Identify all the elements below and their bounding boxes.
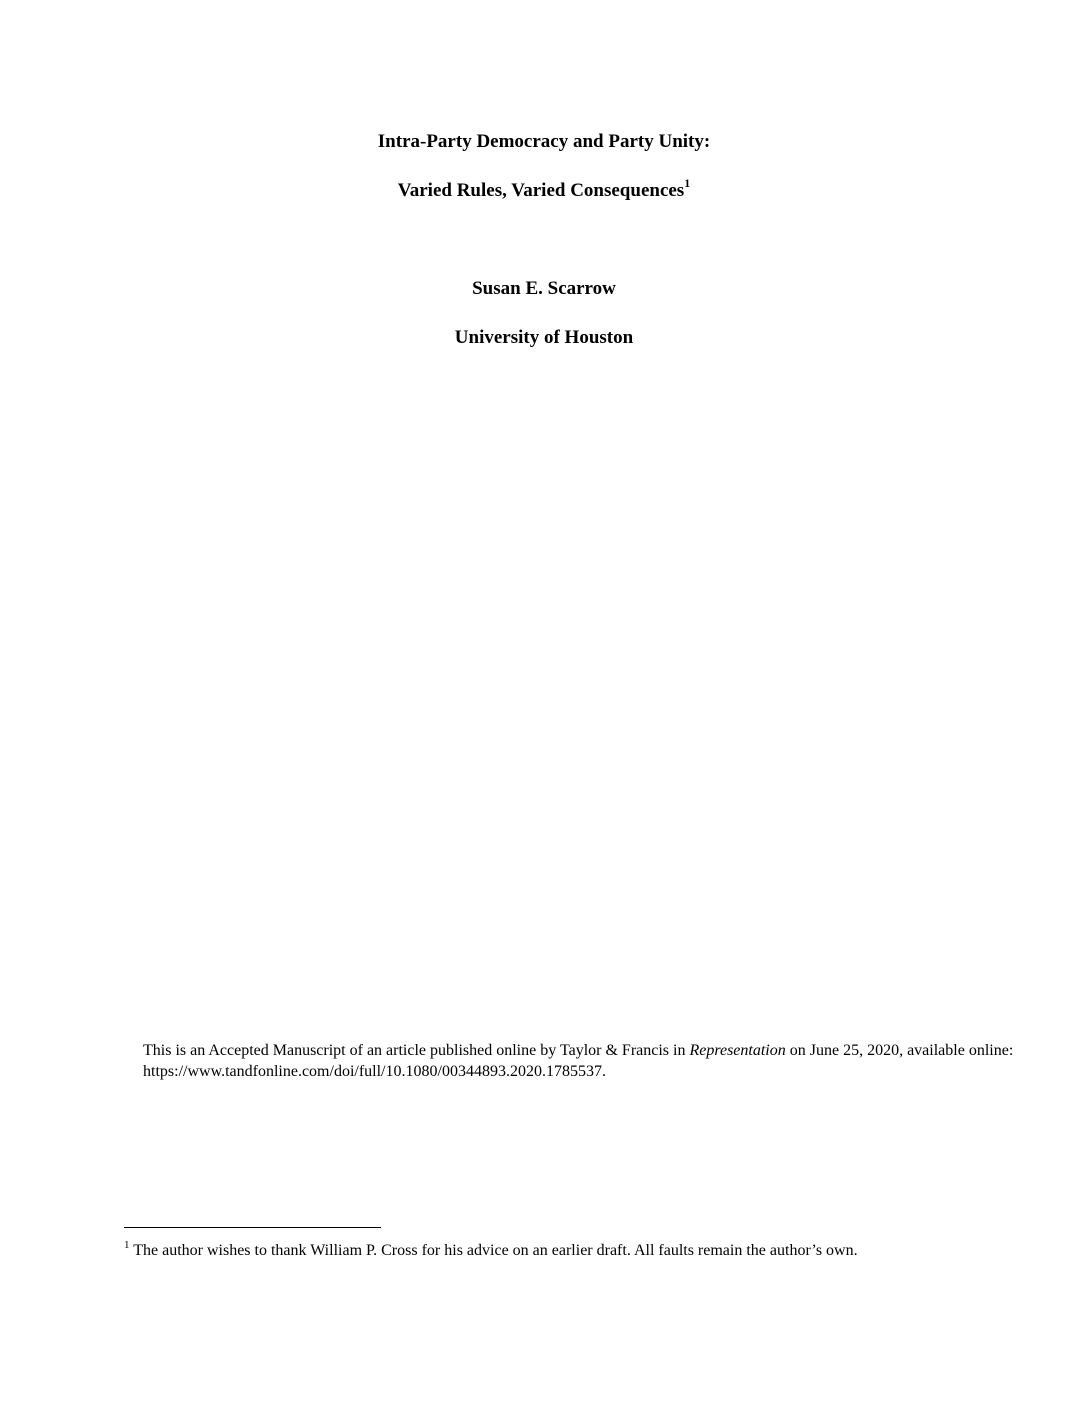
- paper-title-text-1: Intra-Party Democracy and Party Unity:: [377, 131, 711, 152]
- paper-subtitle-text: Varied Rules, Varied Consequences: [397, 180, 685, 201]
- paper-title-line-1: [0, 130, 1088, 154]
- notice-text-before: This is an Accepted Manuscript of an article published online by Taylor & Francis in: [143, 1042, 690, 1059]
- notice-text-after: on June 25, 2020, available online: https://www.tandfonline.com/doi/full/10.1080/00344893.2020.1785537.: [143, 1042, 1014, 1080]
- footnote-marker: 1: [124, 1238, 130, 1251]
- author-name: Susan E. Scarrow: [472, 278, 616, 299]
- publication-notice: [143, 1040, 1023, 1082]
- journal-name: Representation: [689, 1042, 786, 1059]
- footnote: [124, 1240, 924, 1261]
- footnote-text: The author wishes to thank William P. Cross for his advice on an earlier draft. All faults remain the author’s own.: [129, 1242, 858, 1259]
- author-affiliation: University of Houston: [454, 327, 634, 348]
- paper-title-line-2: [0, 175, 1088, 203]
- footnote-separator: [124, 1227, 381, 1228]
- title-footnote-marker: 1: [684, 175, 691, 190]
